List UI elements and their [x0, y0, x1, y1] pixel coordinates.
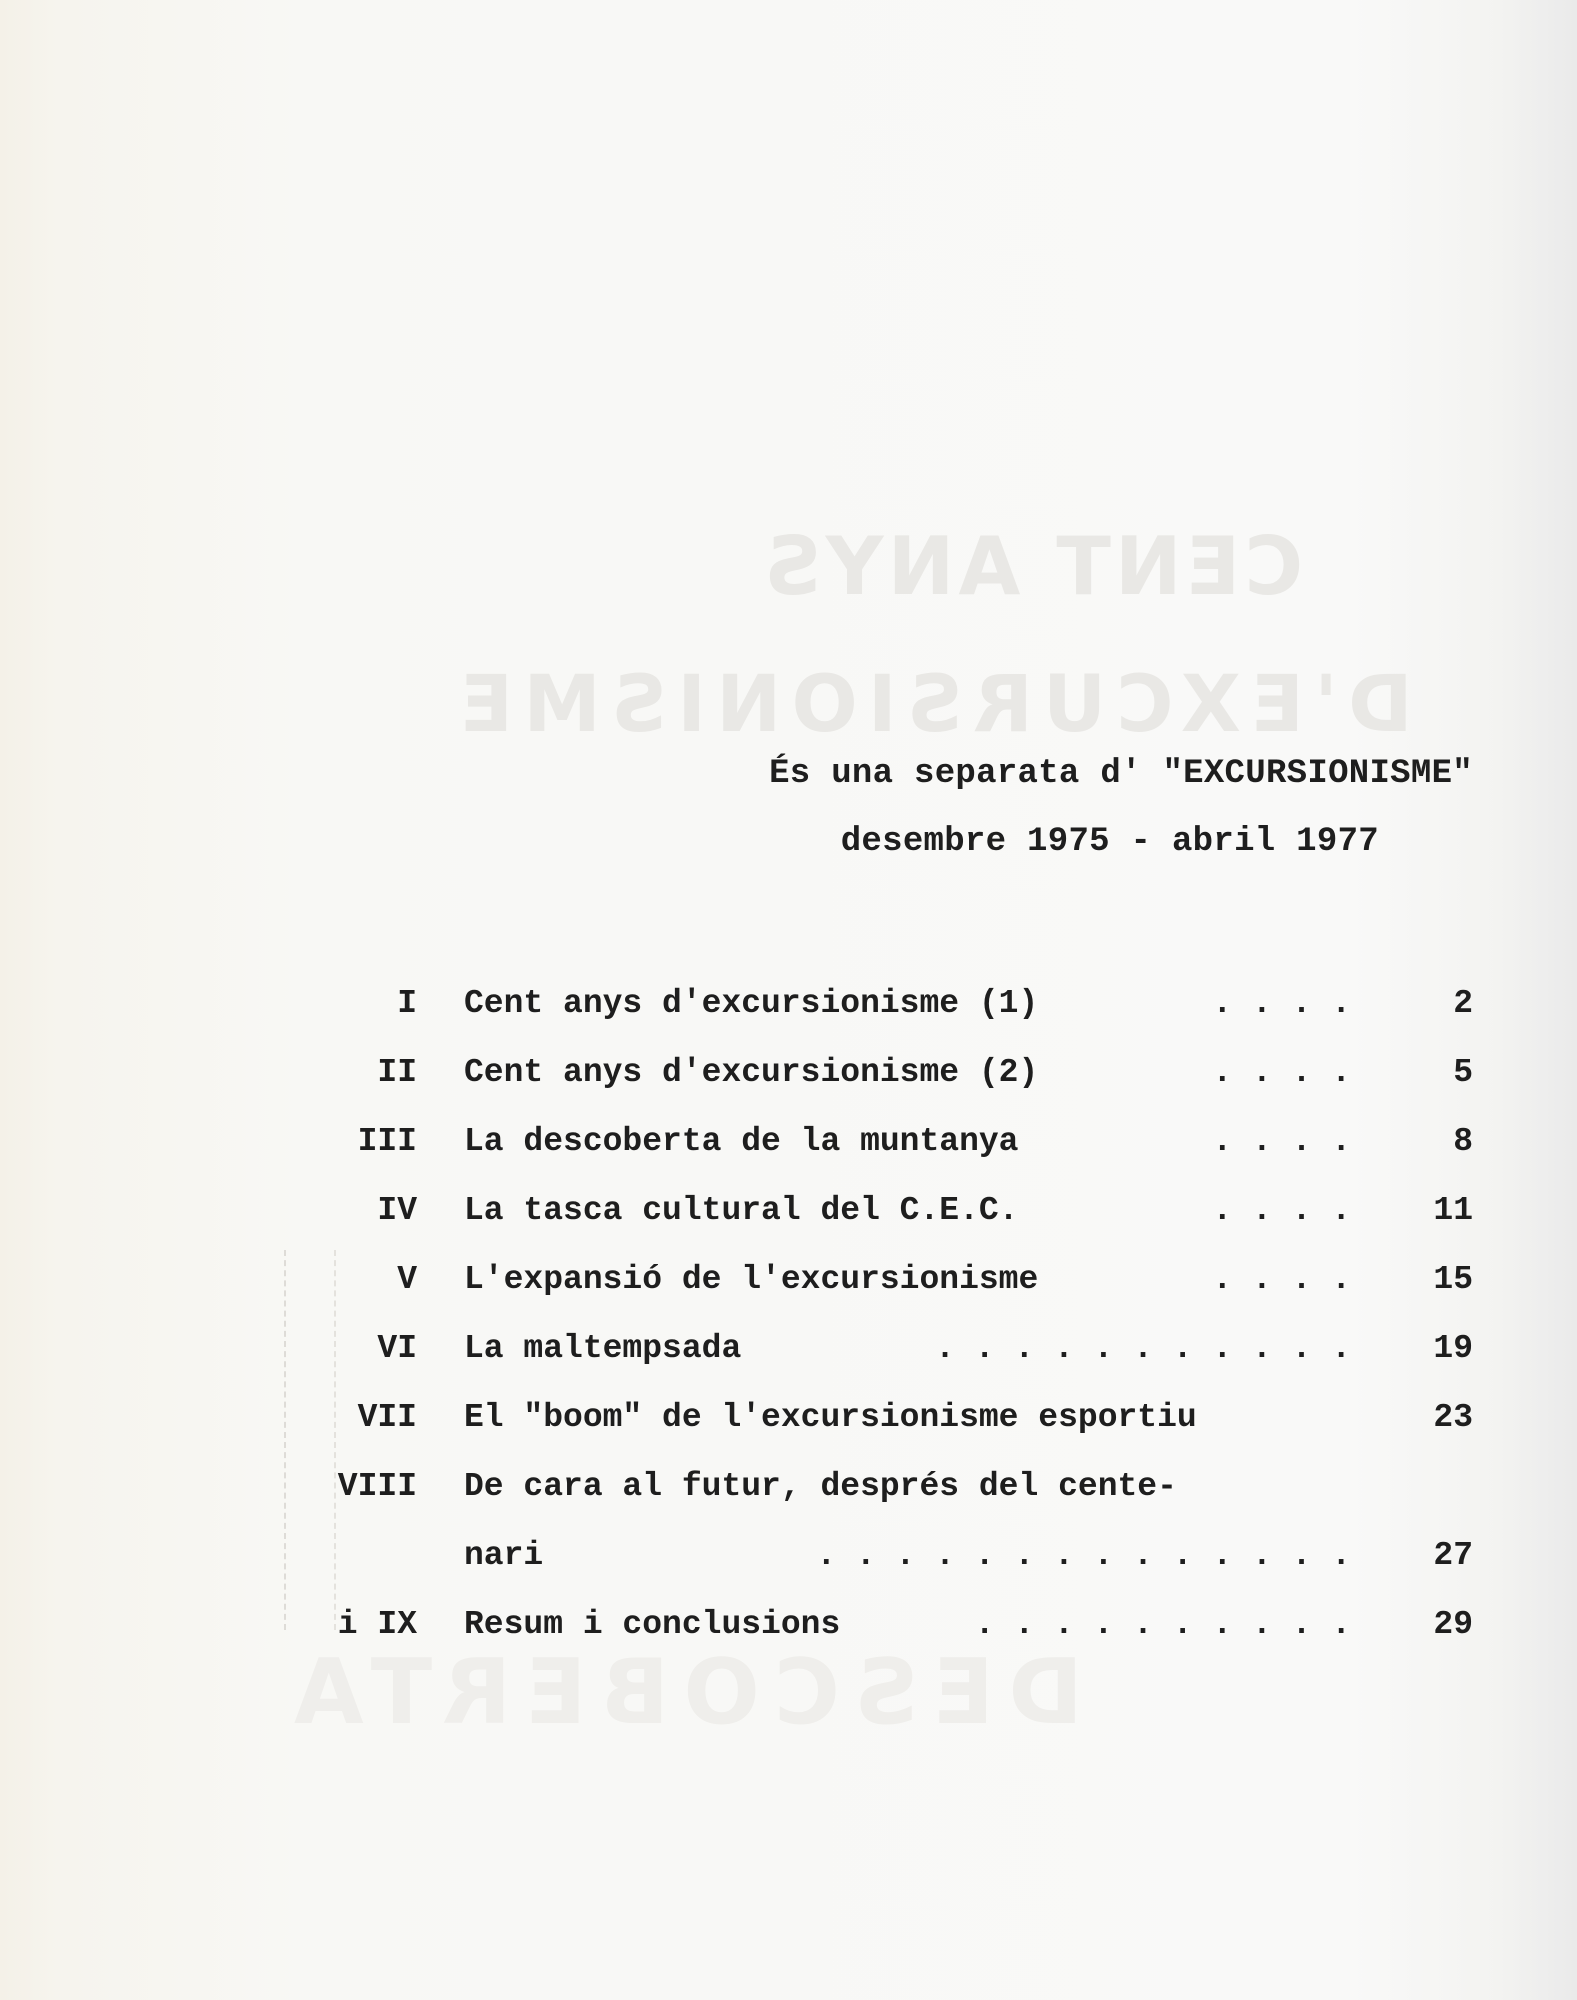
bleed-through-text-3: DESCOBERTA — [280, 1640, 1083, 1745]
bleed-through-text-1: CENT ANYS — [760, 520, 1304, 613]
toc-title: La descoberta de la muntanya — [464, 1123, 1019, 1160]
toc-leader-dots: . . . . . . . . . . . . . . — [816, 1537, 1351, 1574]
toc-page-number: 23 — [1433, 1399, 1473, 1436]
toc-page-number: 11 — [1433, 1192, 1473, 1229]
toc-entry-3 — [0, 1123, 1577, 1192]
toc-entry-5 — [0, 1261, 1577, 1330]
toc-entry-9 — [0, 1606, 1577, 1675]
toc-numeral: II — [377, 1054, 417, 1091]
toc-numeral: i IX — [337, 1606, 417, 1643]
toc-leader-dots: . . . . — [1212, 1054, 1351, 1091]
toc-numeral: III — [357, 1123, 417, 1160]
toc-leader-dots: . . . . — [1212, 1192, 1351, 1229]
toc-page-number: 27 — [1433, 1537, 1473, 1574]
toc-numeral: VIII — [337, 1468, 417, 1505]
toc-entry-4 — [0, 1192, 1577, 1261]
toc-page-number: 15 — [1433, 1261, 1473, 1298]
toc-page-number: 8 — [1453, 1123, 1473, 1160]
toc-leader-dots: . . . . . . . . . . . — [935, 1330, 1351, 1367]
toc-title: nari — [464, 1537, 544, 1574]
toc-leader-dots: . . . . — [1212, 1123, 1351, 1160]
toc-numeral: VI — [377, 1330, 417, 1367]
bleed-through-text-2: D'EXCURSIONISME — [450, 660, 1413, 750]
toc-entry-6 — [0, 1330, 1577, 1399]
toc-entry-8 — [0, 1468, 1577, 1537]
toc-page-number: 5 — [1453, 1054, 1473, 1091]
toc-entry-1 — [0, 985, 1577, 1054]
toc-title: El "boom" de l'excursionisme esportiu — [464, 1399, 1197, 1436]
toc-entry-8-continued — [0, 1537, 1577, 1606]
toc-title: Cent anys d'excursionisme (2) — [464, 1054, 1039, 1091]
toc-page-number: 2 — [1453, 985, 1473, 1022]
toc-numeral: IV — [377, 1192, 417, 1229]
date-range: desembre 1975 - abril 1977 — [840, 823, 1379, 861]
toc-numeral: I — [397, 985, 417, 1022]
toc-title: La maltempsada — [464, 1330, 742, 1367]
toc-title: La tasca cultural del C.E.C. — [464, 1192, 1019, 1229]
toc-entry-2 — [0, 1054, 1577, 1123]
toc-leader-dots: . . . . . . . . . . — [974, 1606, 1351, 1643]
toc-page-number: 29 — [1433, 1606, 1473, 1643]
toc-leader-dots: . . . . — [1212, 985, 1351, 1022]
toc-title: De cara al futur, després del cente- — [464, 1468, 1177, 1505]
toc-numeral: VII — [357, 1399, 417, 1436]
table-of-contents — [0, 985, 1577, 1705]
separata-note: És una separata d' "EXCURSIONISME" — [769, 755, 1473, 793]
toc-title: Cent anys d'excursionisme (1) — [464, 985, 1039, 1022]
toc-title: L'expansió de l'excursionisme — [464, 1261, 1039, 1298]
toc-entry-7 — [0, 1399, 1577, 1468]
toc-numeral: V — [397, 1261, 417, 1298]
toc-leader-dots: . . . . — [1212, 1261, 1351, 1298]
toc-page-number: 19 — [1433, 1330, 1473, 1367]
toc-title: Resum i conclusions — [464, 1606, 841, 1643]
